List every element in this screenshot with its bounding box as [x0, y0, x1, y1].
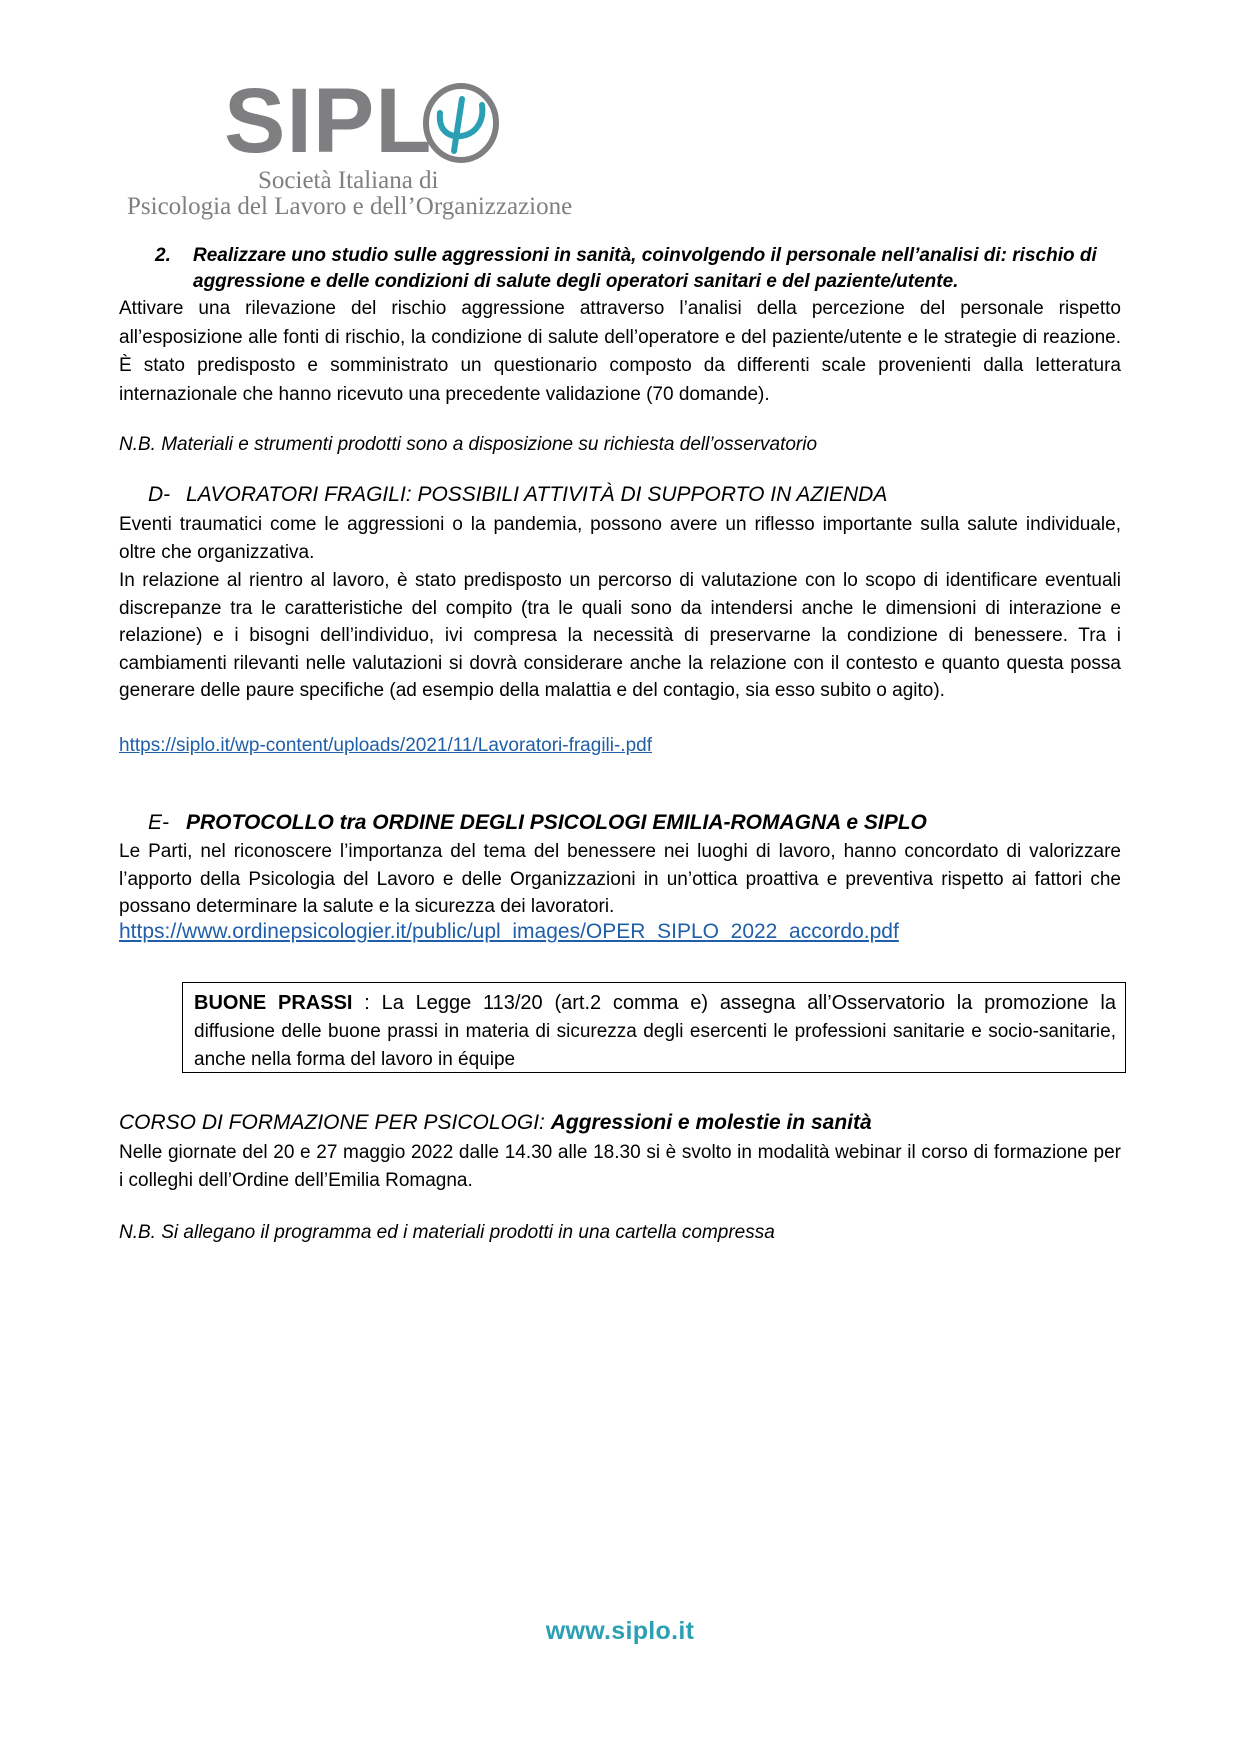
logo-subtitle-line1: Società Italiana di — [258, 167, 439, 194]
corso-title-bold: Aggressioni e molestie in sanità — [550, 1111, 872, 1134]
link-protocollo-row — [119, 920, 1121, 944]
note-materiali: N.B. Materiali e strumenti prodotti sono a disposizione su richiesta dell’osservatorio — [119, 434, 818, 455]
paragraph-relazione: In relazione al rientro al lavoro, è stato predisposto un percorso di valutazione con lo scopo di identificare eventuali discrepanze tra le caratteristiche del compito (tra le quali sono da intendersi anche le dimensioni di interazione e relazione) e i bisogni dell’individuo, ivi compresa la necessità di preservarne la condizione di benessere. Tra i cambiamenti rilevanti nelle valutazioni si dovrà considerare anche la relazione con il contesto e quanto questa possa generare delle paure specifiche (ad esempio della malattia e del contagio, sia esso subito o agito). — [119, 570, 1121, 701]
link-lavoratori-fragili[interactable]: https://siplo.it/wp-content/uploads/2021/11/Lavoratori-fragili-.pdf — [119, 735, 653, 756]
paragraph-eventi: Eventi traumatici come le aggressioni o la pandemia, possono avere un riflesso importante sulla salute individuale, oltre che organizzativa. — [119, 514, 1121, 563]
item-2-text: Realizzare uno studio sulle aggressioni in sanità, coinvolgendo il personale nell’analisi di: rischio di aggressione e delle condizioni di salute degli operatori sanitari e del paziente/utente. — [193, 245, 1097, 292]
section-letter: E- — [148, 811, 169, 834]
siplo-logo — [120, 70, 640, 225]
corso-title-plain: CORSO DI FORMAZIONE PER PSICOLOGI: — [119, 1111, 551, 1134]
box-lead: BUONE PRASSI — [194, 992, 353, 1014]
buone-prassi-box — [182, 982, 1126, 1073]
item-number: 2. — [155, 245, 171, 266]
footer-url[interactable]: www.siplo.it — [545, 1617, 695, 1645]
paragraph-parti: Le Parti, nel riconoscere l’importanza del tema del benessere nei luoghi di lavoro, hanno concordato di valorizzare l’apporto della Psicologia del Lavoro e delle Organizzazioni in un’ottica proattiva e preventiva rispetto ai fattori che possano determinare la salute e la sicurezza dei lavoratori. — [119, 841, 1121, 917]
box-text-rest: diffusione delle buone prassi in materia di sicurezza degli esercenti le professioni sanitarie e socio-sanitarie, anche nella forma del lavoro in équipe — [194, 1021, 1116, 1070]
psi-in-circle-icon — [418, 79, 500, 163]
link-protocollo[interactable]: https://www.ordinepsicologier.it/public/upl_images/OPER_SIPLO_2022_accordo.pdf — [119, 920, 899, 943]
logo-subtitle-line2: Psicologia del Lavoro e dell’Organizzazione — [127, 193, 573, 220]
box-text-first: : La Legge 113/20 (art.2 comma e) assegna all’Osservatorio la promozione la — [352, 992, 1116, 1014]
paragraph-attivare: Attivare una rilevazione del rischio aggressione attraverso l’analisi della percezione del personale rispetto all’esposizione alle fonti di rischio, la condizione di salute dell’operatore e del paziente/utente e le strategie di reazione. È stato predisposto e somministrato un questionario composto da differenti scale provenienti dalla letteratura internazionale che hanno ricevuto una precedente validazione (70 domande). — [119, 298, 1121, 405]
section-letter: D- — [148, 483, 171, 506]
logo-wordmark: SIPL — [224, 70, 433, 172]
link-lavoratori-fragili-row — [119, 735, 1121, 757]
item-2-heading — [152, 243, 1122, 295]
corso-heading — [119, 1111, 1121, 1135]
section-title: PROTOCOLLO tra ORDINE DEGLI PSICOLOGI EMILIA-ROMAGNA e SIPLO — [186, 811, 927, 834]
paragraph-corso: Nelle giornate del 20 e 27 maggio 2022 dalle 14.30 alle 18.30 si è svolto in modalità webinar il corso di formazione per i colleghi dell’Ordine dell’Emilia Romagna. — [119, 1142, 1121, 1191]
note-allegati: N.B. Si allegano il programma ed i materiali prodotti in una cartella compressa — [119, 1222, 775, 1243]
section-title: LAVORATORI FRAGILI: POSSIBILI ATTIVITÀ DI SUPPORTO IN AZIENDA — [186, 483, 888, 506]
